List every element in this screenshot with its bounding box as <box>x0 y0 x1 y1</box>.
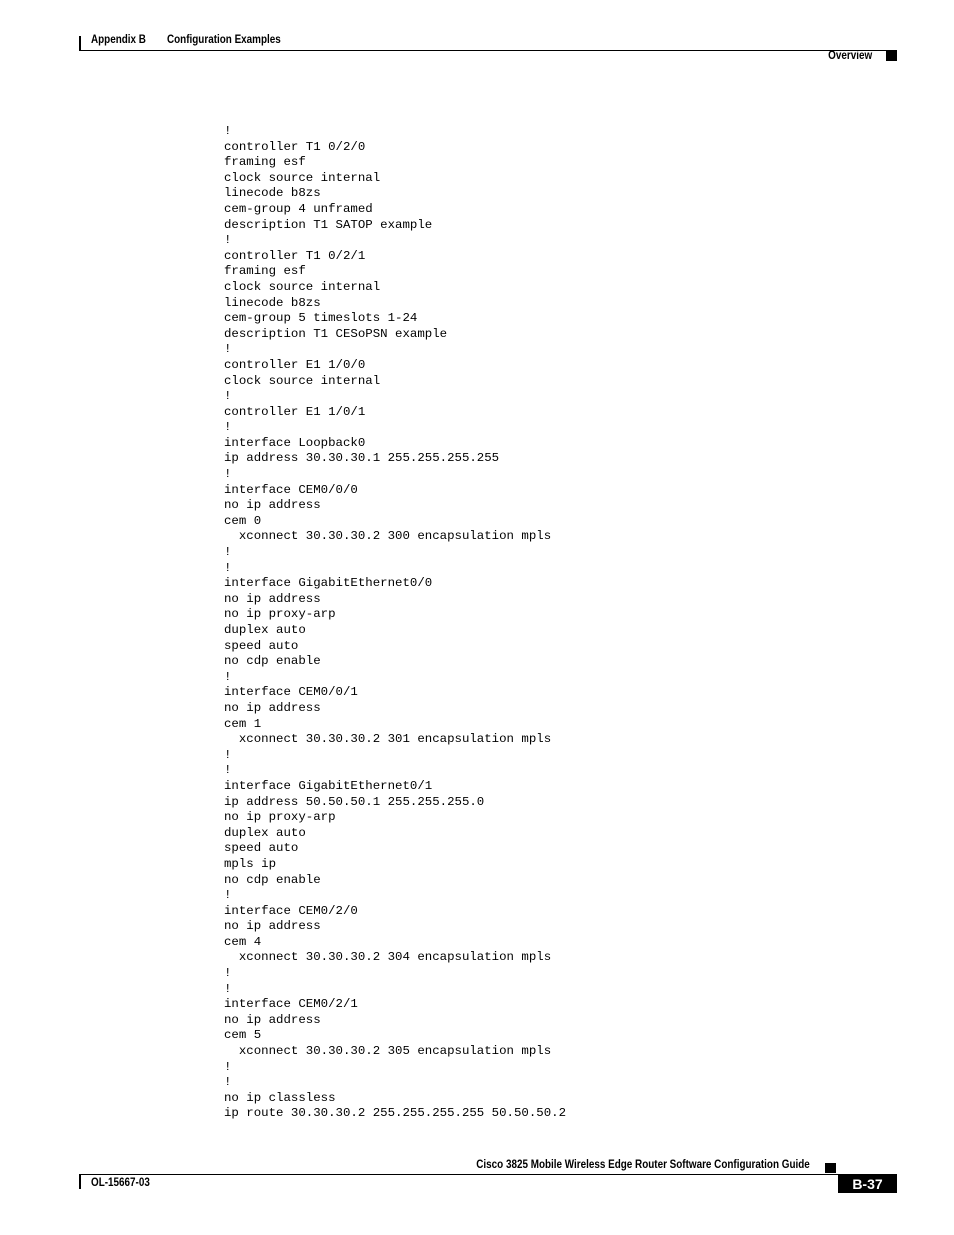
code-line: description T1 SATOP example <box>224 217 433 232</box>
code-line: xconnect 30.30.30.2 300 encapsulation mpls <box>224 529 552 544</box>
code-line: cem-group 4 unframed <box>224 201 373 216</box>
header-section-title: Overview <box>828 50 872 62</box>
config-code-block <box>224 124 566 1122</box>
code-line: interface CEM0/0/1 <box>224 685 358 700</box>
code-line: no ip proxy-arp <box>224 607 336 622</box>
code-line: xconnect 30.30.30.2 305 encapsulation mpls <box>224 1044 552 1059</box>
code-line: interface GigabitEthernet0/1 <box>224 778 433 793</box>
code-line: ! <box>224 342 232 357</box>
code-line: ! <box>224 763 232 778</box>
code-line: no ip classless <box>224 1090 336 1105</box>
code-line: no ip address <box>224 1012 321 1027</box>
code-line: ! <box>224 981 232 996</box>
code-line: cem 0 <box>224 513 262 528</box>
code-line: clock source internal <box>224 279 381 294</box>
code-line: ! <box>224 669 232 684</box>
footer-left-rule <box>79 1174 81 1189</box>
header-rule <box>79 50 897 51</box>
code-line: linecode b8zs <box>224 186 321 201</box>
code-line: controller T1 0/2/0 <box>224 139 366 154</box>
code-line: duplex auto <box>224 825 306 840</box>
header-left-rule <box>79 36 81 51</box>
footer-rule <box>79 1174 897 1175</box>
code-line: speed auto <box>224 841 299 856</box>
code-line: ! <box>224 467 232 482</box>
code-line: mpls ip <box>224 856 277 871</box>
footer-marker-block <box>825 1163 836 1173</box>
code-line: ! <box>224 966 232 981</box>
code-line: cem 5 <box>224 1028 262 1043</box>
code-line: interface CEM0/2/1 <box>224 997 358 1012</box>
header-marker-block <box>886 51 897 61</box>
code-line: framing esf <box>224 155 306 170</box>
code-line: controller E1 1/0/0 <box>224 357 366 372</box>
code-line: ip address 50.50.50.1 255.255.255.0 <box>224 794 485 809</box>
header-appendix-label: Appendix B <box>91 34 146 46</box>
code-line: ! <box>224 420 232 435</box>
code-line: cem 1 <box>224 716 262 731</box>
code-line: clock source internal <box>224 170 381 185</box>
code-line: no ip proxy-arp <box>224 810 336 825</box>
code-line: description T1 CESoPSN example <box>224 326 448 341</box>
footer-page-number: B-37 <box>838 1175 897 1193</box>
code-line: ! <box>224 389 232 404</box>
code-line: ip address 30.30.30.1 255.255.255.255 <box>224 451 500 466</box>
code-line: ! <box>224 888 232 903</box>
code-line: no cdp enable <box>224 654 321 669</box>
code-line: no ip address <box>224 919 321 934</box>
code-line: interface Loopback0 <box>224 435 366 450</box>
code-line: ! <box>224 1059 232 1074</box>
code-line: ! <box>224 233 232 248</box>
code-line: no ip address <box>224 591 321 606</box>
footer-guide-title: Cisco 3825 Mobile Wireless Edge Router Software Configuration Guide <box>476 1159 810 1171</box>
code-line: duplex auto <box>224 623 306 637</box>
code-line: xconnect 30.30.30.2 301 encapsulation mpls <box>224 732 552 747</box>
code-line: no ip address <box>224 498 321 513</box>
code-line: framing esf <box>224 264 306 279</box>
code-line: ! <box>224 124 232 138</box>
code-line: speed auto <box>224 638 299 653</box>
header-chapter-title: Configuration Examples <box>167 34 281 46</box>
code-line: no cdp enable <box>224 872 321 887</box>
code-line: interface CEM0/0/0 <box>224 482 358 497</box>
code-line: ! <box>224 545 232 560</box>
code-line: xconnect 30.30.30.2 304 encapsulation mpls <box>224 950 552 965</box>
code-line: ! <box>224 1075 232 1090</box>
code-line: controller T1 0/2/1 <box>224 248 366 263</box>
code-line: linecode b8zs <box>224 295 321 310</box>
code-line: clock source internal <box>224 373 381 388</box>
footer-doc-number: OL-15667-03 <box>91 1177 150 1189</box>
code-line: interface CEM0/2/0 <box>224 903 358 918</box>
code-line: ip route 30.30.30.2 255.255.255.255 50.50.50.2 <box>224 1106 567 1121</box>
code-line: cem 4 <box>224 934 262 949</box>
code-line: ! <box>224 560 232 575</box>
code-line: ! <box>224 747 232 762</box>
code-line: interface GigabitEthernet0/0 <box>224 576 433 591</box>
code-line: no ip address <box>224 700 321 715</box>
code-line: cem-group 5 timeslots 1-24 <box>224 311 418 326</box>
code-line: controller E1 1/0/1 <box>224 404 366 419</box>
